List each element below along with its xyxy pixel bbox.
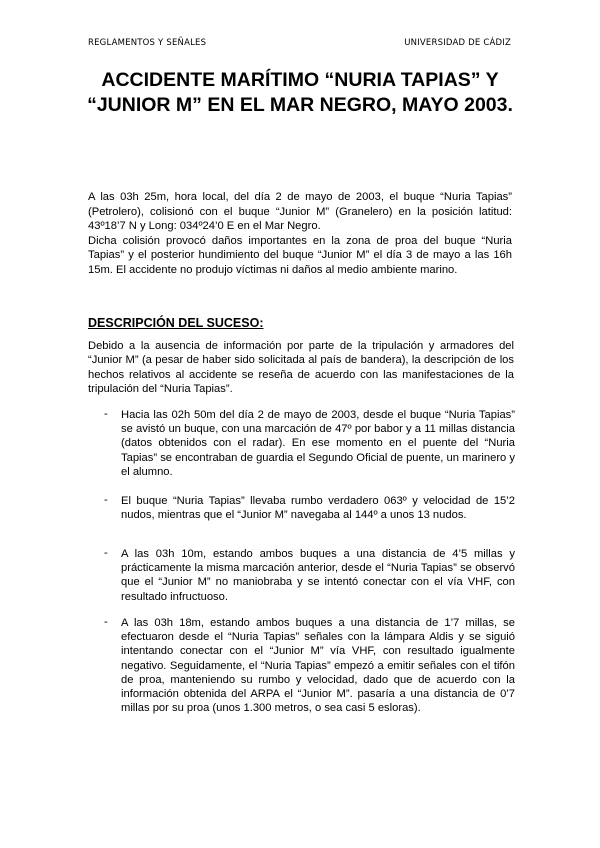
- event-text: A las 03h 18m, estando ambos buques a una distancia de 1’7 millas, se efectuaron desde el “Nuria Tapias” señales con la lámpara Aldis y se siguió intentando conectar con el “Junior M” vía VHF, con resultado igualmente negativo. Seguidamente, el “Nuria Tapias” empezó a emitir señales con el tifón de proa, manteniendo su rumbo y velocidad, dado que de acuerdo con la información obtenida del ARPA el “Junior M”. pasaría a una distancia de 0’7 millas por su proa (unos 1.300 metros, o sea casi 5 esloras).: [121, 617, 515, 715]
- intro-paragraph-1: A las 03h 25m, hora local, del día 2 de mayo de 2003, el buque “Nuria Tapias” (Petrolero), colisionó con el buque “Junior M” (Granelero) en la posición latitud: 43º18’7 N y Long: 034º24’0 E en el Mar Negro.: [88, 191, 512, 233]
- running-header-right: UNIVERSIDAD DE CÁDIZ: [404, 38, 511, 48]
- list-bullet: -: [104, 547, 108, 559]
- event-text: A las 03h 10m, estando ambos buques a una distancia de 4’5 millas y prácticamente la misma marcación anterior, desde el “Nuria Tapias” se observó que el “Junior M” no maniobraba y se intentó conectar con el vía VHF, con resultado infructuoso.: [121, 548, 515, 603]
- event-list: [104, 0, 514, 848]
- list-bullet: -: [104, 494, 108, 506]
- section-heading: DESCRIPCIÓN DEL SUCESO:: [88, 316, 264, 330]
- list-bullet: -: [104, 616, 108, 628]
- document-title: ACCIDENTE MARÍTIMO “NURIA TAPIAS” Y “JUNIOR M” EN EL MAR NEGRO, MAYO 2003.: [87, 69, 513, 116]
- event-text: Hacia las 02h 50m del día 2 de mayo de 2003, desde el buque “Nuria Tapias” se avistó un buque, con una marcación de 47º por babor y a 11 millas distancia (datos obtenidos con el radar). En ese momento en el puente del “Nuria Tapias” se encontraban de guardia el Segundo Oficial de puente, un marinero y el alumno.: [121, 409, 515, 478]
- event-text: El buque “Nuria Tapias” llevaba rumbo verdadero 063º y velocidad de 15’2 nudos, mientras que el “Junior M” navegaba al 144º a unos 13 nudos.: [121, 495, 515, 522]
- section-intro-paragraph: Debido a la ausencia de información por parte de la tripulación y armadores del “Junior M” (a pesar de haber sido solicitada al país de bandera), la descripción de los hechos relativos al accidente se reseña de acuerdo con las manifestaciones de la tripulación del “Nuria Tapias”.: [88, 340, 514, 396]
- list-bullet: -: [104, 408, 108, 420]
- running-header-left: REGLAMENTOS Y SEÑALES: [88, 38, 207, 48]
- intro-paragraph-2: Dicha colisión provocó daños importantes en la zona de proa del buque “Nuria Tapias” y el posterior hundimiento del buque “Junior M” el día 3 de mayo a las 16h 15m. El accidente no produjo víctimas ni daños al medio ambiente marino.: [88, 234, 512, 276]
